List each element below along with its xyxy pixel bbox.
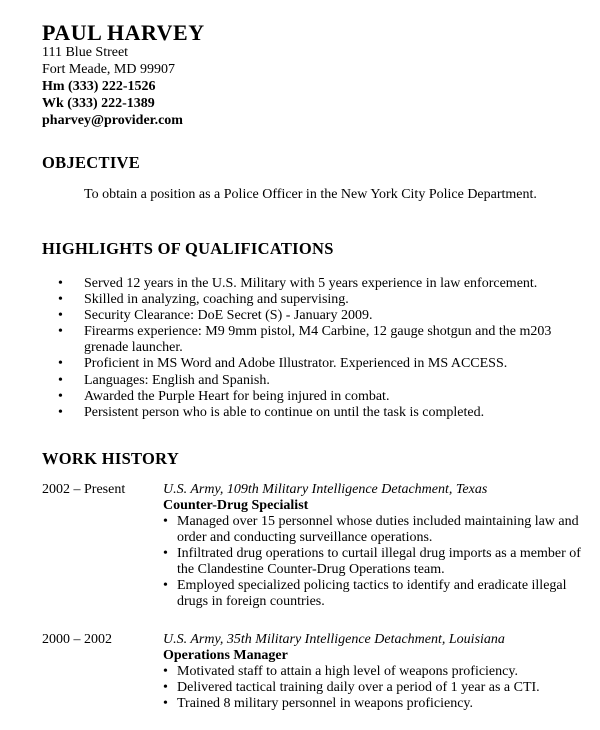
- job-duty-text: Delivered tactical training daily over a period of 1 year as a CTI.: [177, 680, 540, 696]
- job-employer: U.S. Army, 109th Military Intelligence Detachment, Texas: [163, 482, 488, 497]
- job-duty-text: Employed specialized policing tactics to identify and eradicate illegal drugs in foreign countries.: [177, 578, 567, 610]
- job-duty-item: [163, 546, 583, 578]
- objective-text: To obtain a position as a Police Officer in the New York City Police Department.: [84, 187, 537, 202]
- objective-heading: OBJECTIVE: [42, 153, 141, 172]
- job-duty-text: Motivated staff to attain a high level of weapons proficiency.: [177, 664, 518, 679]
- contact-block: [42, 44, 183, 129]
- bullet-icon: •: [163, 664, 168, 679]
- bullet-icon: •: [58, 372, 63, 388]
- qualification-item: [58, 405, 588, 421]
- bullet-icon: •: [58, 308, 63, 324]
- job-employer: U.S. Army, 35th Military Intelligence Detachment, Louisiana: [163, 632, 505, 647]
- qualification-text: Languages: English and Spanish.: [84, 372, 270, 388]
- job-duty-item: [163, 578, 583, 610]
- qualification-text: Persistent person who is able to continue on until the task is completed.: [84, 404, 485, 420]
- job-duty-item: [163, 514, 583, 546]
- qualification-item: [58, 292, 588, 308]
- job-duties: [163, 514, 583, 611]
- qualification-text: Proficient in MS Word and Adobe Illustrator. Experienced in MS ACCESS.: [84, 356, 508, 372]
- qualification-text: Skilled in analyzing, coaching and supervising.: [84, 292, 349, 308]
- job-duty-item: [163, 664, 583, 680]
- qualifications-heading: HIGHLIGHTS OF QUALIFICATIONS: [42, 239, 334, 258]
- bullet-icon: •: [163, 696, 168, 712]
- qualification-text: Served 12 years in the U.S. Military with 5 years experience in law enforcement.: [84, 276, 538, 291]
- bullet-icon: •: [163, 578, 168, 594]
- job-duty-item: [163, 680, 583, 696]
- bullet-icon: •: [58, 356, 63, 372]
- qualification-item: [58, 389, 588, 405]
- job-duty-text: Trained 8 military personnel in weapons proficiency.: [177, 696, 474, 712]
- qualification-item: [58, 356, 588, 372]
- qualifications-list: [58, 276, 588, 421]
- job-duty-text: Managed over 15 personnel whose duties included maintaining law and order and conducting surveillance operations.: [177, 514, 579, 546]
- home-phone: Hm (333) 222-1526: [42, 79, 156, 94]
- qualification-text: Security Clearance: DoE Secret (S) - January 2009.: [84, 308, 373, 324]
- job-dates: 2002 – Present: [42, 482, 126, 497]
- bullet-icon: •: [58, 276, 63, 291]
- city-state-zip: Fort Meade, MD 99907: [42, 62, 175, 77]
- qualification-text: Awarded the Purple Heart for being injured in combat.: [84, 388, 390, 404]
- bullet-icon: •: [163, 680, 168, 696]
- job-duties: [163, 664, 583, 712]
- job-dates: 2000 – 2002: [42, 632, 112, 647]
- bullet-icon: •: [163, 546, 168, 562]
- job-duty-text: Infiltrated drug operations to curtail illegal drug imports as a member of the Clandestine Counter-Drug Operations team.: [177, 546, 581, 578]
- bullet-icon: •: [163, 514, 168, 529]
- qualification-item: [58, 373, 588, 389]
- qualification-item: [58, 276, 588, 292]
- bullet-icon: •: [58, 388, 63, 404]
- qualification-text: Firearms experience: M9 9mm pistol, M4 Carbine, 12 gauge shotgun and the m203 grenade launcher.: [84, 324, 552, 356]
- qualification-item: [58, 308, 588, 324]
- bullet-icon: •: [58, 292, 63, 308]
- job-duty-item: [163, 696, 583, 712]
- bullet-icon: •: [58, 404, 63, 420]
- email-address: pharvey@provider.com: [42, 113, 183, 128]
- job-title: Operations Manager: [163, 648, 288, 663]
- bullet-icon: •: [58, 324, 63, 340]
- qualification-item: [58, 324, 588, 356]
- job-title: Counter-Drug Specialist: [163, 498, 309, 513]
- work-phone: Wk (333) 222-1389: [42, 96, 155, 111]
- candidate-name: PAUL HARVEY: [42, 20, 205, 45]
- street-address: 111 Blue Street: [42, 45, 129, 60]
- work-history-heading: WORK HISTORY: [42, 449, 180, 468]
